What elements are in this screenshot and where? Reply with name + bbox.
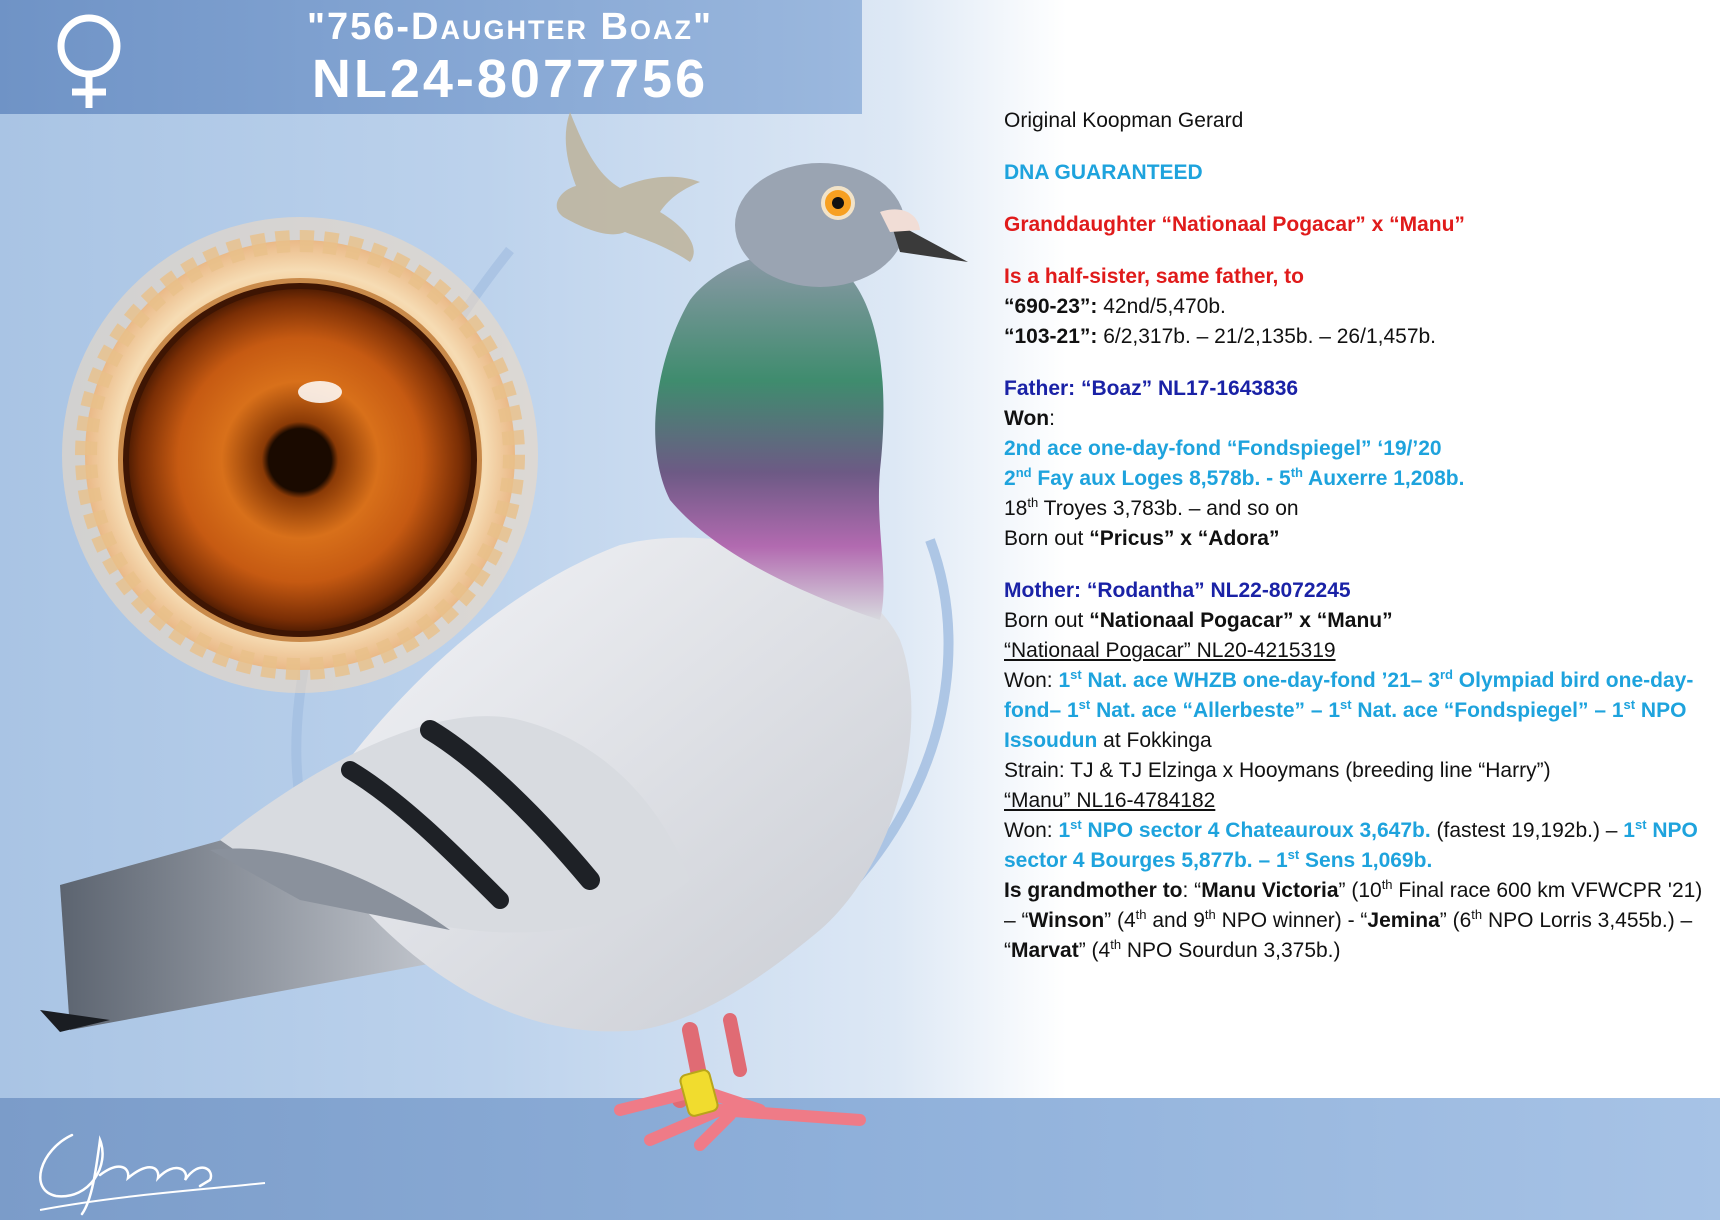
father-parents: Born out “Pricus” x “Adora” <box>1004 527 1280 550</box>
father-won: Won: <box>1004 407 1055 430</box>
signature-logo <box>40 1135 265 1214</box>
pigeon-info <box>1004 106 1704 966</box>
ring-number: NL24-8077756 <box>311 49 709 109</box>
grandmother-of: Is grandmother to: “Manu Victoria” (10th Final race 600 km VFWCPR '21) – “Winson” (4th and 9th NPO winner) - “Jemina” (6th NPO Lorris 3,455b.) – “Marvat” (4th NPO Sourdun 3,375b.) <box>1004 877 1703 962</box>
pigeon-nickname: "756-Daughter Boaz" <box>306 6 714 48</box>
granddam-name: “Manu” NL16-4784182 <box>1004 789 1216 812</box>
eye-closeup-photo <box>62 217 538 693</box>
mother-heading: Mother: “Rodantha” NL22-8072245 <box>1004 579 1351 602</box>
sibling-line-1: “690-23”: 42nd/5,470b. <box>1004 295 1226 318</box>
granddaughter-line: Granddaughter “Nationaal Pogacar” x “Manu” <box>1004 213 1465 236</box>
half-sister-heading: Is a half-sister, same father, to <box>1004 265 1304 288</box>
bird-silhouette-icon <box>557 112 700 262</box>
granddam-results: Won: 1st NPO sector 4 Chateauroux 3,647b. (fastest 19,192b.) – 1st NPO sector 4 Bourges 5,877b. – 1st Sens 1,069b. <box>1004 817 1698 872</box>
grandsire-strain: Strain: TJ & TJ Elzinga x Hooymans (breeding line “Harry”) <box>1004 759 1551 782</box>
father-result-2: 2nd Fay aux Loges 8,578b. - 5th Auxerre 1,208b. <box>1004 465 1465 490</box>
father-heading: Father: “Boaz” NL17-1643836 <box>1004 377 1299 400</box>
dna-line: DNA GUARANTEED <box>1004 161 1203 184</box>
sibling-line-2: “103-21”: 6/2,317b. – 21/2,135b. – 26/1,457b. <box>1004 325 1437 348</box>
father-result-1: 2nd ace one-day-fond “Fondspiegel” ‘19/’20 <box>1004 437 1442 460</box>
grandsire-name: “Nationaal Pogacar” NL20-4215319 <box>1004 639 1336 662</box>
father-result-3: 18th Troyes 3,783b. – and so on <box>1004 495 1299 520</box>
grandsire-results: Won: 1st Nat. ace WHZB one-day-fond ’21– 3rd Olympiad bird one-day-fond– 1st Nat. ace “Allerbeste” – 1st Nat. ace “Fondspiegel” – 1st NPO Issoudun at Fokkinga <box>1004 667 1694 752</box>
mother-parents: Born out “Nationaal Pogacar” x “Manu” <box>1004 609 1393 632</box>
origin-line: Original Koopman Gerard <box>1004 109 1244 132</box>
